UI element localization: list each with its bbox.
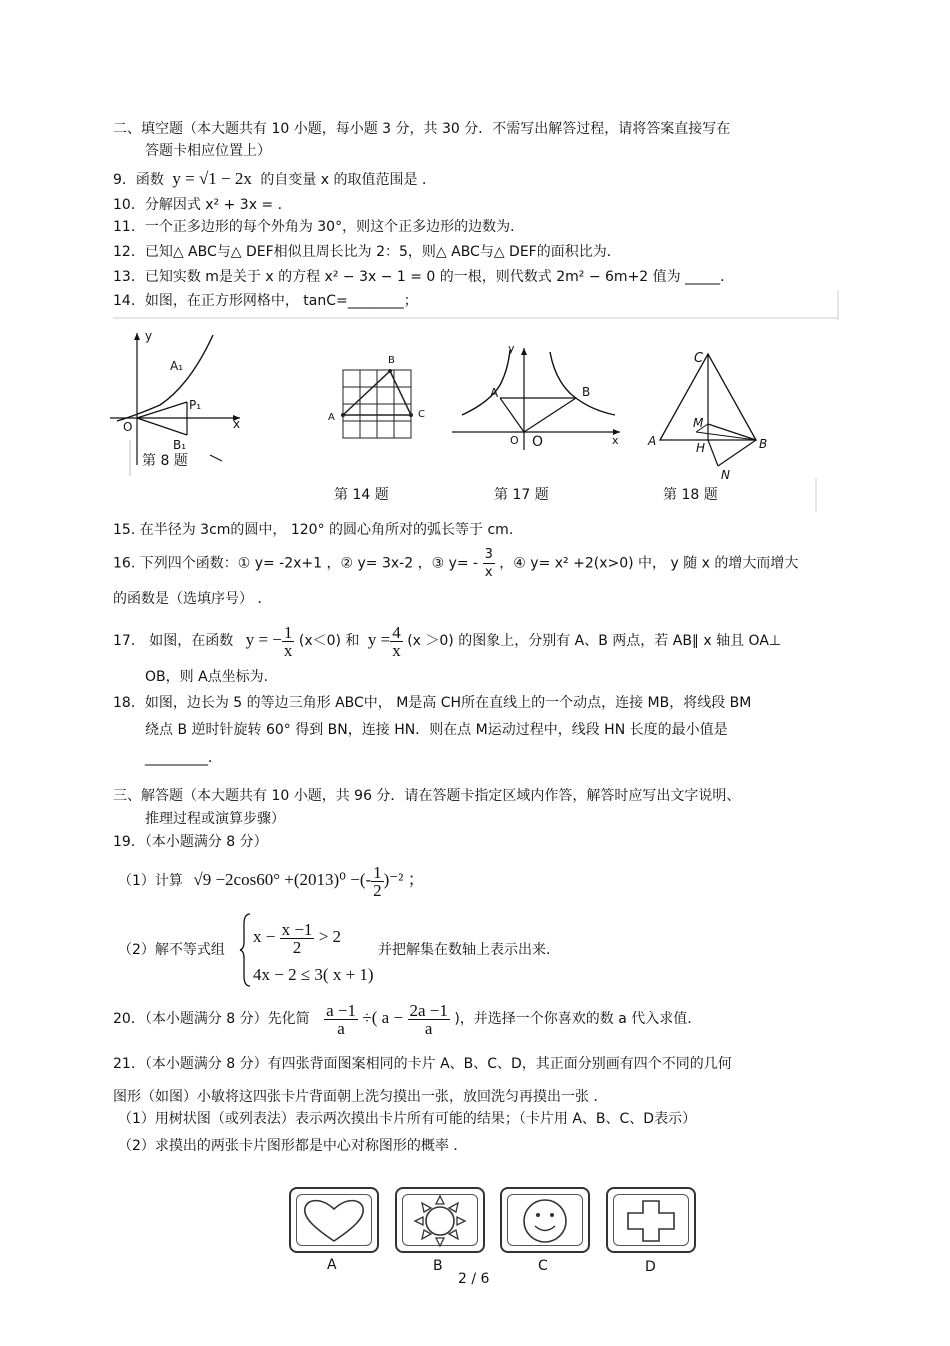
q19-p2-post: 并把解集在数轴上表示出来. [378,942,551,958]
fig8-label-x: x [233,417,241,431]
q20-num2: 2a −1 [409,1000,448,1020]
question-18-line1: 18．如图，边长为 5 的等边三角形 ABC中， M是高 CH所在直线上的一个动点，连接 MB，将线段 BM [113,695,752,711]
q16-frac-den: x [484,565,493,580]
question-16 [113,546,798,581]
question-21-part1: （1）用树状图（或列表法）表示两次摸出卡片所有可能的结果；（卡片用 A、B、C、D表示） [118,1111,697,1127]
q17-f2-num: 4 [392,622,401,642]
question-20 [113,1000,692,1037]
figure-17 [450,340,625,455]
q16-post: ，④ y= x² +2(x>0) 中， y 随 x 的增大而增大 [499,555,799,572]
card-label-d: D [645,1259,656,1275]
q19-ineq1-b: > 2 [318,927,342,946]
fig17-label-b: B [582,385,591,399]
section3-heading: 三、解答题（本大题共有 10 小题，共 96 分．请在答题卡指定区域内作答，解答时应写出文字说明、 [113,788,741,804]
fig8-label-a: A₁ [170,359,184,373]
q17-f1-domain: (x＜0) 和 [298,633,360,649]
q16-frac-num: 3 [484,547,493,562]
q9-post: 的自变量 x 的取值范围是 ． [260,172,436,188]
cross-icon [608,1189,694,1251]
fig8-caption: 第 8 题 [142,453,188,469]
q19-inequality-2: 4x − 2 ≤ 3( x + 1) [253,965,374,984]
card-c [500,1187,590,1253]
fig8-label-b: B₁ [173,438,187,452]
q20-num1: a −1 [326,1000,356,1020]
q20-post: )，并选择一个你喜欢的数 a 代入求值. [454,1011,692,1027]
question-17-line2: OB，则 A点坐标为. [145,669,269,685]
q19-p1-expr-b: )⁻² ； [383,870,425,889]
q17-pre: 17． 如图，在函数 [113,633,234,649]
fig14-caption: 第 14 题 [334,487,389,503]
q20-pre: 20．（本小题满分 8 分）先化简 [113,1011,310,1027]
q19-p1-expr-a: √9 −2cos60° +(2013)⁰ −(- [193,870,372,889]
fig14-label-c: C [418,409,425,420]
card-label-a: A [327,1257,337,1273]
q17-f1-den: x [283,640,293,660]
smiley-icon [502,1189,588,1251]
fig17-label-o: O [510,434,519,447]
card-b [395,1187,485,1253]
fig18-caption: 第 18 题 [663,487,718,503]
fig18-label-h: H [696,441,706,455]
question-18-line3: _________． [145,750,222,766]
q17-f2-frac [390,624,403,659]
q20-den1: a [337,1018,345,1038]
q17-f1-lhs: y = − [245,630,282,649]
fig8-label-o: O [123,420,133,434]
page-number: 2 / 6 [458,1271,490,1287]
fig18-label-c: C [694,351,704,366]
q19-p1-num: 1 [373,862,382,882]
fig17-label-x: x [612,434,619,447]
section2-heading: 二、填空题（本大题共有 10 小题，每小题 3 分，共 30 分．不需写出解答过程，请将答案直接写在 [113,121,731,137]
q17-f2-lhs: y = [367,630,391,649]
q9-pre: 9．函数 [113,172,164,188]
q20-frac-1 [324,1002,358,1037]
card-d [606,1187,696,1253]
question-17 [113,622,781,659]
fig18-label-m: M [693,416,704,430]
fig17-label-o2: O [532,434,544,450]
question-21-line2: 图形（如图）小敏将这四张卡片背面朝上洗匀摸出一张，放回洗匀再摸出一张 ． [113,1089,608,1105]
q19-p1-frac [371,864,384,899]
sun-icon [397,1189,483,1251]
question-10: 10．分解因式 x² + 3x = ． [113,197,292,213]
question-18-line2: 绕点 B 逆时针旋转 60° 得到 BN，连接 HN．则在点 M运动过程中，线段 HN 长度的最小值是 [145,722,728,738]
figure-14 [325,352,435,442]
question-19-part1 [118,862,425,899]
fig17-caption: 第 17 题 [494,487,549,503]
heart-icon [291,1189,377,1251]
fig14-label-b: B [388,355,395,366]
q19-system-brace [240,912,252,988]
q17-f1-num: 1 [283,622,293,642]
q20-mid: ÷( a − [362,1008,404,1027]
question-13: 13．已知实数 m是关于 x 的方程 x² − 3x − 1 = 0 的一根，则代数式 2m² − 6m+2 值为 _____． [113,269,735,285]
fig18-label-b: B [759,437,768,451]
q19-ineq1-num: x −1 [281,919,313,939]
q19-p1-pre: （1）计算 [118,873,183,889]
q16-pre: 16. 下列四个函数：① y= -2x+1 ，② y= 3x-2 ，③ y= - [113,555,479,572]
q17-f2-domain: (x ＞0) 的图象上，分别有 A、B 两点，若 AB∥ x 轴且 OA⊥ [407,633,782,649]
fig17-right-curve [550,352,615,415]
fig17-left-curve [462,350,510,415]
figure-18 [648,342,778,482]
q19-ineq1-frac [280,921,315,956]
fig18-label-a: A [648,434,657,448]
question-11: 11．一个正多边形的每个外角为 30°，则这个正多边形的边数为． [113,219,525,235]
section2-heading-cont: 答题卡相应位置上） [145,143,271,159]
fig18-label-n: N [721,468,730,482]
q16-fraction [483,546,495,581]
section3-heading-cont: 推理过程或演算步骤） [145,811,285,827]
q19-inequality-1 [253,920,341,956]
fig8-label-p: P₁ [189,398,202,412]
question-16-line2: 的函数是（选填序号） ． [113,591,272,607]
q17-f2-den: x [392,640,401,660]
question-12: 12．已知△ ABC与△ DEF相似且周长比为 2：5，则△ ABC与△ DEF的面积比为． [113,244,621,260]
fig17-label-a: A [490,386,499,400]
fig17-label-y: y [508,342,515,355]
q19-ineq1-a: x − [253,927,276,946]
card-label-c: C [538,1258,548,1274]
question-21-part2: （2）求摸出的两张卡片图形都是中心对称图形的概率 ． [118,1138,468,1154]
q20-frac-2 [408,1002,450,1037]
card-label-b: B [433,1258,443,1274]
question-15: 15. 在半径为 3cm的圆中， 120° 的圆心角所对的弧长等于 cm. [113,522,514,538]
q19-p1-den: 2 [373,880,382,900]
q19-p2-pre: （2）解不等式组 [118,942,225,958]
fig14-label-a: A [328,412,335,423]
card-a [289,1187,379,1253]
fig8-label-y: y [145,329,153,343]
q9-formula: y = √1 − 2x [172,169,252,188]
question-14: 14．如图，在正方形网格中， tanC=________； [113,293,418,309]
question-21-line1: 21．（本小题满分 8 分）有四张背面图案相同的卡片 A、B、C、D，其正面分别画有四个不同的几何 [113,1056,732,1072]
q20-den2: a [424,1018,433,1038]
q17-f1-frac [282,624,295,659]
q19-ineq1-den: 2 [292,937,302,957]
question-19-title: 19．（本小题满分 8 分） [113,834,268,850]
